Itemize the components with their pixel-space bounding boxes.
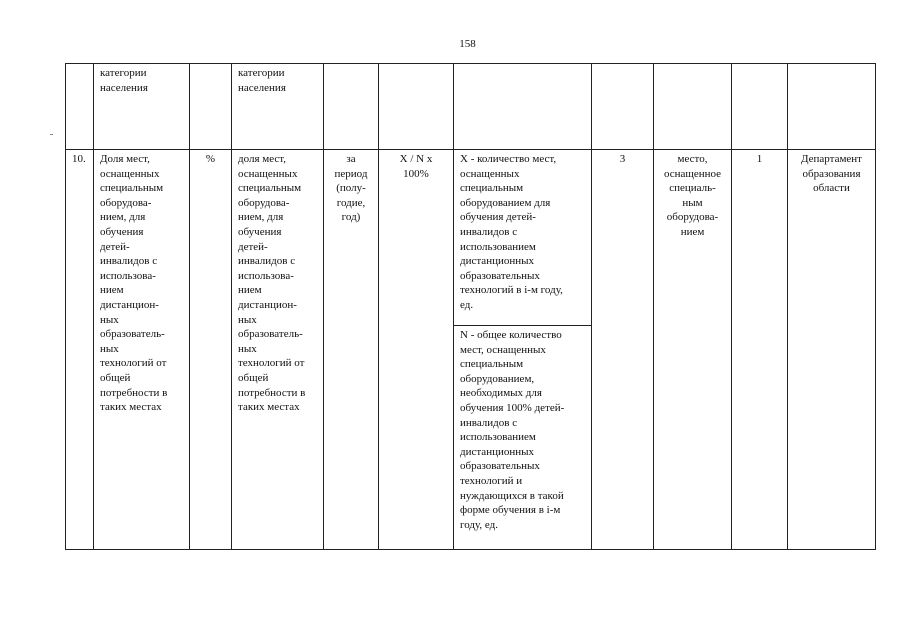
cell-unit-empty [190,64,232,150]
cell-definition: доля мест, оснащенных специальным оборудова- нием, для обучения детей- инвалидов с использова- нием дистанцион- ных образователь- ных технологий от общей потребности в таких местах [232,150,324,550]
cell-responsible: Департамент образования области [788,150,876,550]
cell-indicator-name: Доля мест, оснащенных специальным оборудова- нием, для обучения детей- инвалидов с использова- нием дистанцион- ных образователь- ных технологий от общей потребности в таких местах [94,150,190,550]
cell-method-empty [592,64,654,150]
cell-collection-method: 3 [592,150,654,550]
cell-unit: % [190,150,232,550]
cell-population-empty [654,64,732,150]
cell-periodicity: за период (полу- годие, год) [324,150,379,550]
cell-formula: X / N x 100% [379,150,454,550]
cell-number: 10. [66,150,94,550]
indicator-table [65,63,876,550]
cell-indicator-name-cont: категории населения [94,64,190,150]
cell-collection-code: 1 [732,150,788,550]
cell-code-empty [732,64,788,150]
cell-number-empty [66,64,94,150]
margin-mark [50,134,53,135]
cell-definition-cont: категории населения [232,64,324,150]
cell-formula-empty [379,64,454,150]
continuation-row [66,64,876,150]
cell-basic-indicator-x: X - количество мест, оснащенных специальным оборудованием для обучения детей- инвалидов с использованием дистанционных образовательных технологий в i-м году, ед. [454,150,592,326]
cell-basic-indicator-n: N - общее количество мест, оснащенных специальным оборудованием, необходимых для обучения 100% детей- инвалидов с использованием дистанционных образовательных технологий и нуждающихся в такой форме обучения в i-м году, ед. [454,326,592,550]
cell-population-unit: место, оснащенное специаль- ным оборудова- нием [654,150,732,550]
cell-responsible-empty [788,64,876,150]
page-number: 158 [459,38,476,50]
cell-periodicity-empty [324,64,379,150]
indicator-row [66,150,876,326]
cell-basic-indicator-empty [454,64,592,150]
